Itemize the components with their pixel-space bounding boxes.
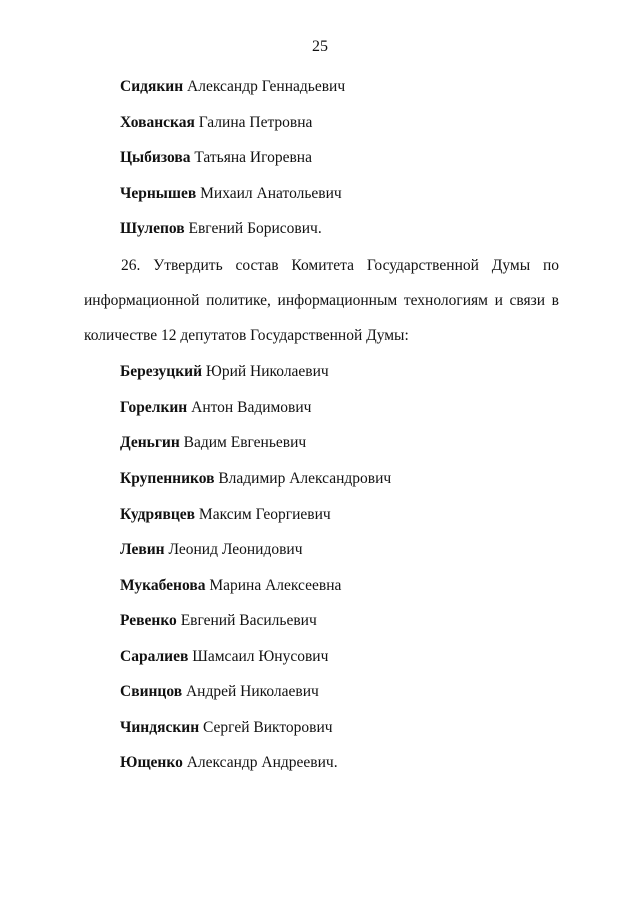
- list-item: [120, 612, 317, 630]
- given-names: Евгений Борисович.: [188, 220, 322, 237]
- page-number: 25: [312, 38, 328, 55]
- surname: Крупенников: [120, 470, 215, 487]
- given-names: Владимир Александрович: [218, 470, 392, 487]
- given-names: Сергей Викторович: [203, 719, 333, 736]
- given-names: Юрий Николаевич: [205, 363, 329, 380]
- given-names: Леонид Леонидович: [168, 541, 303, 558]
- list-item: [120, 506, 331, 524]
- given-names: Антон Вадимович: [191, 399, 312, 416]
- given-names: Шамсаил Юнусович: [192, 648, 329, 665]
- surname: Кудрявцев: [120, 506, 196, 523]
- surname: Шулепов: [120, 220, 185, 237]
- given-names: Галина Петровна: [198, 114, 313, 131]
- list-item: [120, 683, 319, 701]
- list-item: [120, 363, 329, 381]
- list-item: [120, 434, 306, 452]
- surname: Сидякин: [120, 78, 184, 95]
- surname: Горелкин: [120, 399, 188, 416]
- paragraph-line-1: 26. Утвердить состав Комитета Государственной Думы по: [121, 257, 559, 274]
- given-names: Марина Алексеевна: [209, 577, 342, 594]
- given-names: Александр Геннадьевич: [187, 78, 346, 95]
- surname: Чиндяскин: [120, 719, 200, 736]
- list-item: [120, 220, 322, 238]
- paragraph-line-3: количестве 12 депутатов Государственной Думы:: [84, 327, 409, 344]
- list-item: [120, 648, 328, 666]
- list-item: [120, 754, 338, 772]
- surname: Цыбизова: [120, 149, 191, 166]
- list-item: [120, 470, 391, 488]
- surname: Чернышев: [120, 185, 197, 202]
- surname: Хованская: [120, 114, 195, 131]
- surname: Свинцов: [120, 683, 183, 700]
- list-item: [120, 577, 341, 595]
- list-item: [120, 185, 342, 203]
- surname: Ревенко: [120, 612, 177, 629]
- list-item: [120, 78, 345, 96]
- given-names: Андрей Николаевич: [185, 683, 319, 700]
- list-item: [120, 114, 312, 132]
- surname: Мукабенова: [120, 577, 206, 594]
- paragraph-26: [84, 256, 559, 361]
- given-names: Татьяна Игоревна: [194, 149, 312, 166]
- given-names: Михаил Анатольевич: [200, 185, 342, 202]
- list-item: [120, 149, 312, 167]
- surname: Ющенко: [120, 754, 183, 771]
- given-names: Александр Андреевич.: [186, 754, 338, 771]
- list-item: [120, 541, 303, 559]
- surname: Левин: [120, 541, 165, 558]
- given-names: Евгений Васильевич: [180, 612, 317, 629]
- list-item: [120, 399, 311, 417]
- surname: Березуцкий: [120, 363, 203, 380]
- surname: Деньгин: [120, 434, 180, 451]
- list-item: [120, 719, 333, 737]
- given-names: Максим Георгиевич: [198, 506, 331, 523]
- paragraph-line-2: информационной политике, информационным технологиям и связи в: [84, 292, 559, 309]
- given-names: Вадим Евгеньевич: [183, 434, 307, 451]
- surname: Саралиев: [120, 648, 189, 665]
